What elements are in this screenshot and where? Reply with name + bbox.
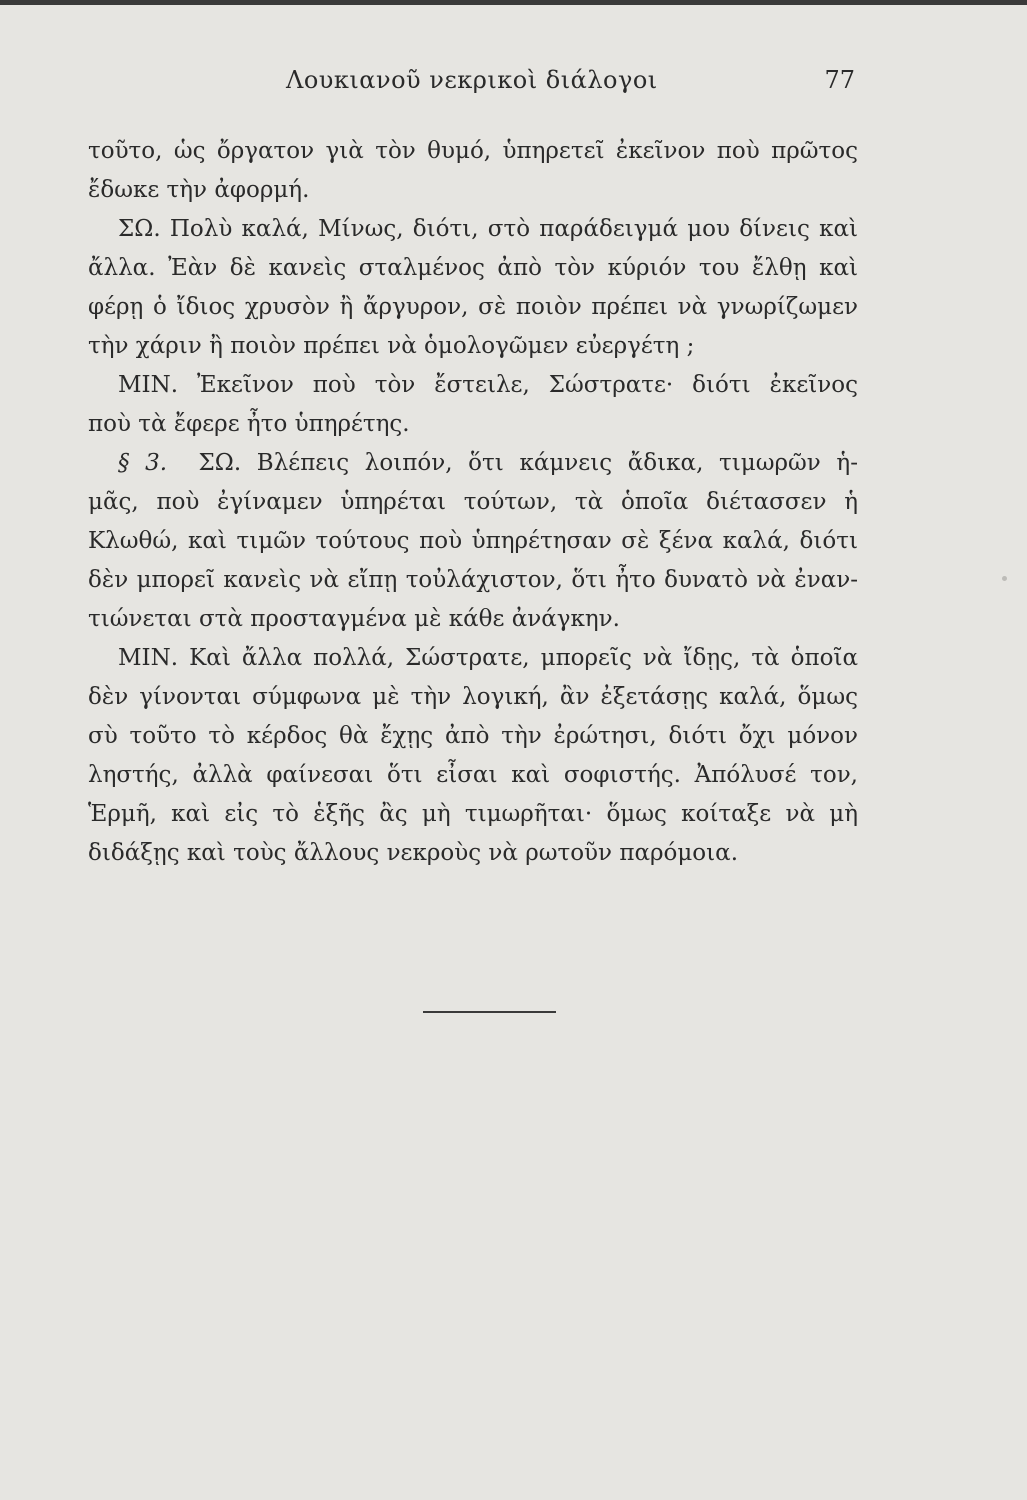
text-line: Κλωθώ, καὶ τιμῶν τούτους ποὺ ὑπηρέτησαν σὲ ξένα καλά, διότι <box>88 528 858 554</box>
paper-speck <box>1002 576 1007 581</box>
text-line: δὲν μπορεῖ κανεὶς νὰ εἴπῃ τοὐλάχιστον, ὅτι ἦτο δυνατὸ νὰ ἐναν- <box>88 567 858 593</box>
text-line: ποὺ τὰ ἔφερε ἦτο ὑπηρέτης. <box>88 411 410 437</box>
text-line: ΣΩ. Πολὺ καλά, Μίνως, διότι, στὸ παράδειγμά μου δίνεις καὶ <box>118 216 858 242</box>
page-header <box>90 66 855 106</box>
running-title: Λουκιανοῦ νεκρικοὶ διάλογοι <box>286 66 658 94</box>
page-top-edge <box>0 0 1027 5</box>
text-line: τοῦτο, ὡς ὄργατον γιὰ τὸν θυμό, ὑπηρετεῖ ἐκεῖνον ποὺ πρῶτος <box>88 138 858 164</box>
text-line: ἄλλα. Ἐὰν δὲ κανεὶς σταλμένος ἀπὸ τὸν κύριόν του ἔλθῃ καὶ <box>88 255 858 281</box>
text-line: δὲν γίνονται σύμφωνα μὲ τὴν λογική, ἂν ἐξετάσῃς καλά, ὅμως <box>88 684 858 710</box>
page-number: 77 <box>824 66 855 94</box>
text-line-with-section <box>88 444 858 483</box>
text-line: τὴν χάριν ἢ ποιὸν πρέπει νὰ ὁμολογῶμεν εὐεργέτη ; <box>88 333 695 359</box>
end-rule <box>423 1011 556 1013</box>
text-line: τιώνεται στὰ προσταγμένα μὲ κάθε ἀνάγκην. <box>88 606 620 632</box>
text-line: ἔδωκε τὴν ἀφορμή. <box>88 177 310 203</box>
text-line: σὺ τοῦτο τὸ κέρδος θὰ ἔχῃς ἀπὸ τὴν ἐρώτησι, διότι ὄχι μόνον <box>88 723 858 749</box>
section-marker: § 3. <box>118 450 168 476</box>
text-line: μᾶς, ποὺ ἐγίναμεν ὑπηρέται τούτων, τὰ ὁποῖα διέτασσεν ἡ <box>88 489 858 515</box>
text-line: ΜΙΝ. Ἐκεῖνον ποὺ τὸν ἔστειλε, Σώστρατε· διότι ἐκεῖνος <box>118 372 858 398</box>
text-line: ΣΩ. Βλέπεις λοιπόν, ὅτι κάμνεις ἄδικα, τιμωρῶν ἡ- <box>198 450 858 476</box>
text-line: διδάξῃς καὶ τοὺς ἄλλους νεκροὺς νὰ ρωτοῦν παρόμοια. <box>88 840 739 866</box>
text-line: ΜΙΝ. Καὶ ἄλλα πολλά, Σώστρατε, μπορεῖς νὰ ἴδῃς, τὰ ὁποῖα <box>118 645 858 671</box>
text-line: ληστής, ἀλλὰ φαίνεσαι ὅτι εἶσαι καὶ σοφιστής. Ἀπόλυσέ τον, <box>88 762 858 788</box>
text-line: φέρῃ ὁ ἴδιος χρυσὸν ἢ ἄργυρον, σὲ ποιὸν πρέπει νὰ γνωρίζωμεν <box>88 294 858 320</box>
text-line: Ἑρμῆ, καὶ εἰς τὸ ἑξῆς ἂς μὴ τιμωρῆται· ὅμως κοίταξε νὰ μὴ <box>88 801 858 827</box>
body-text <box>88 132 858 873</box>
